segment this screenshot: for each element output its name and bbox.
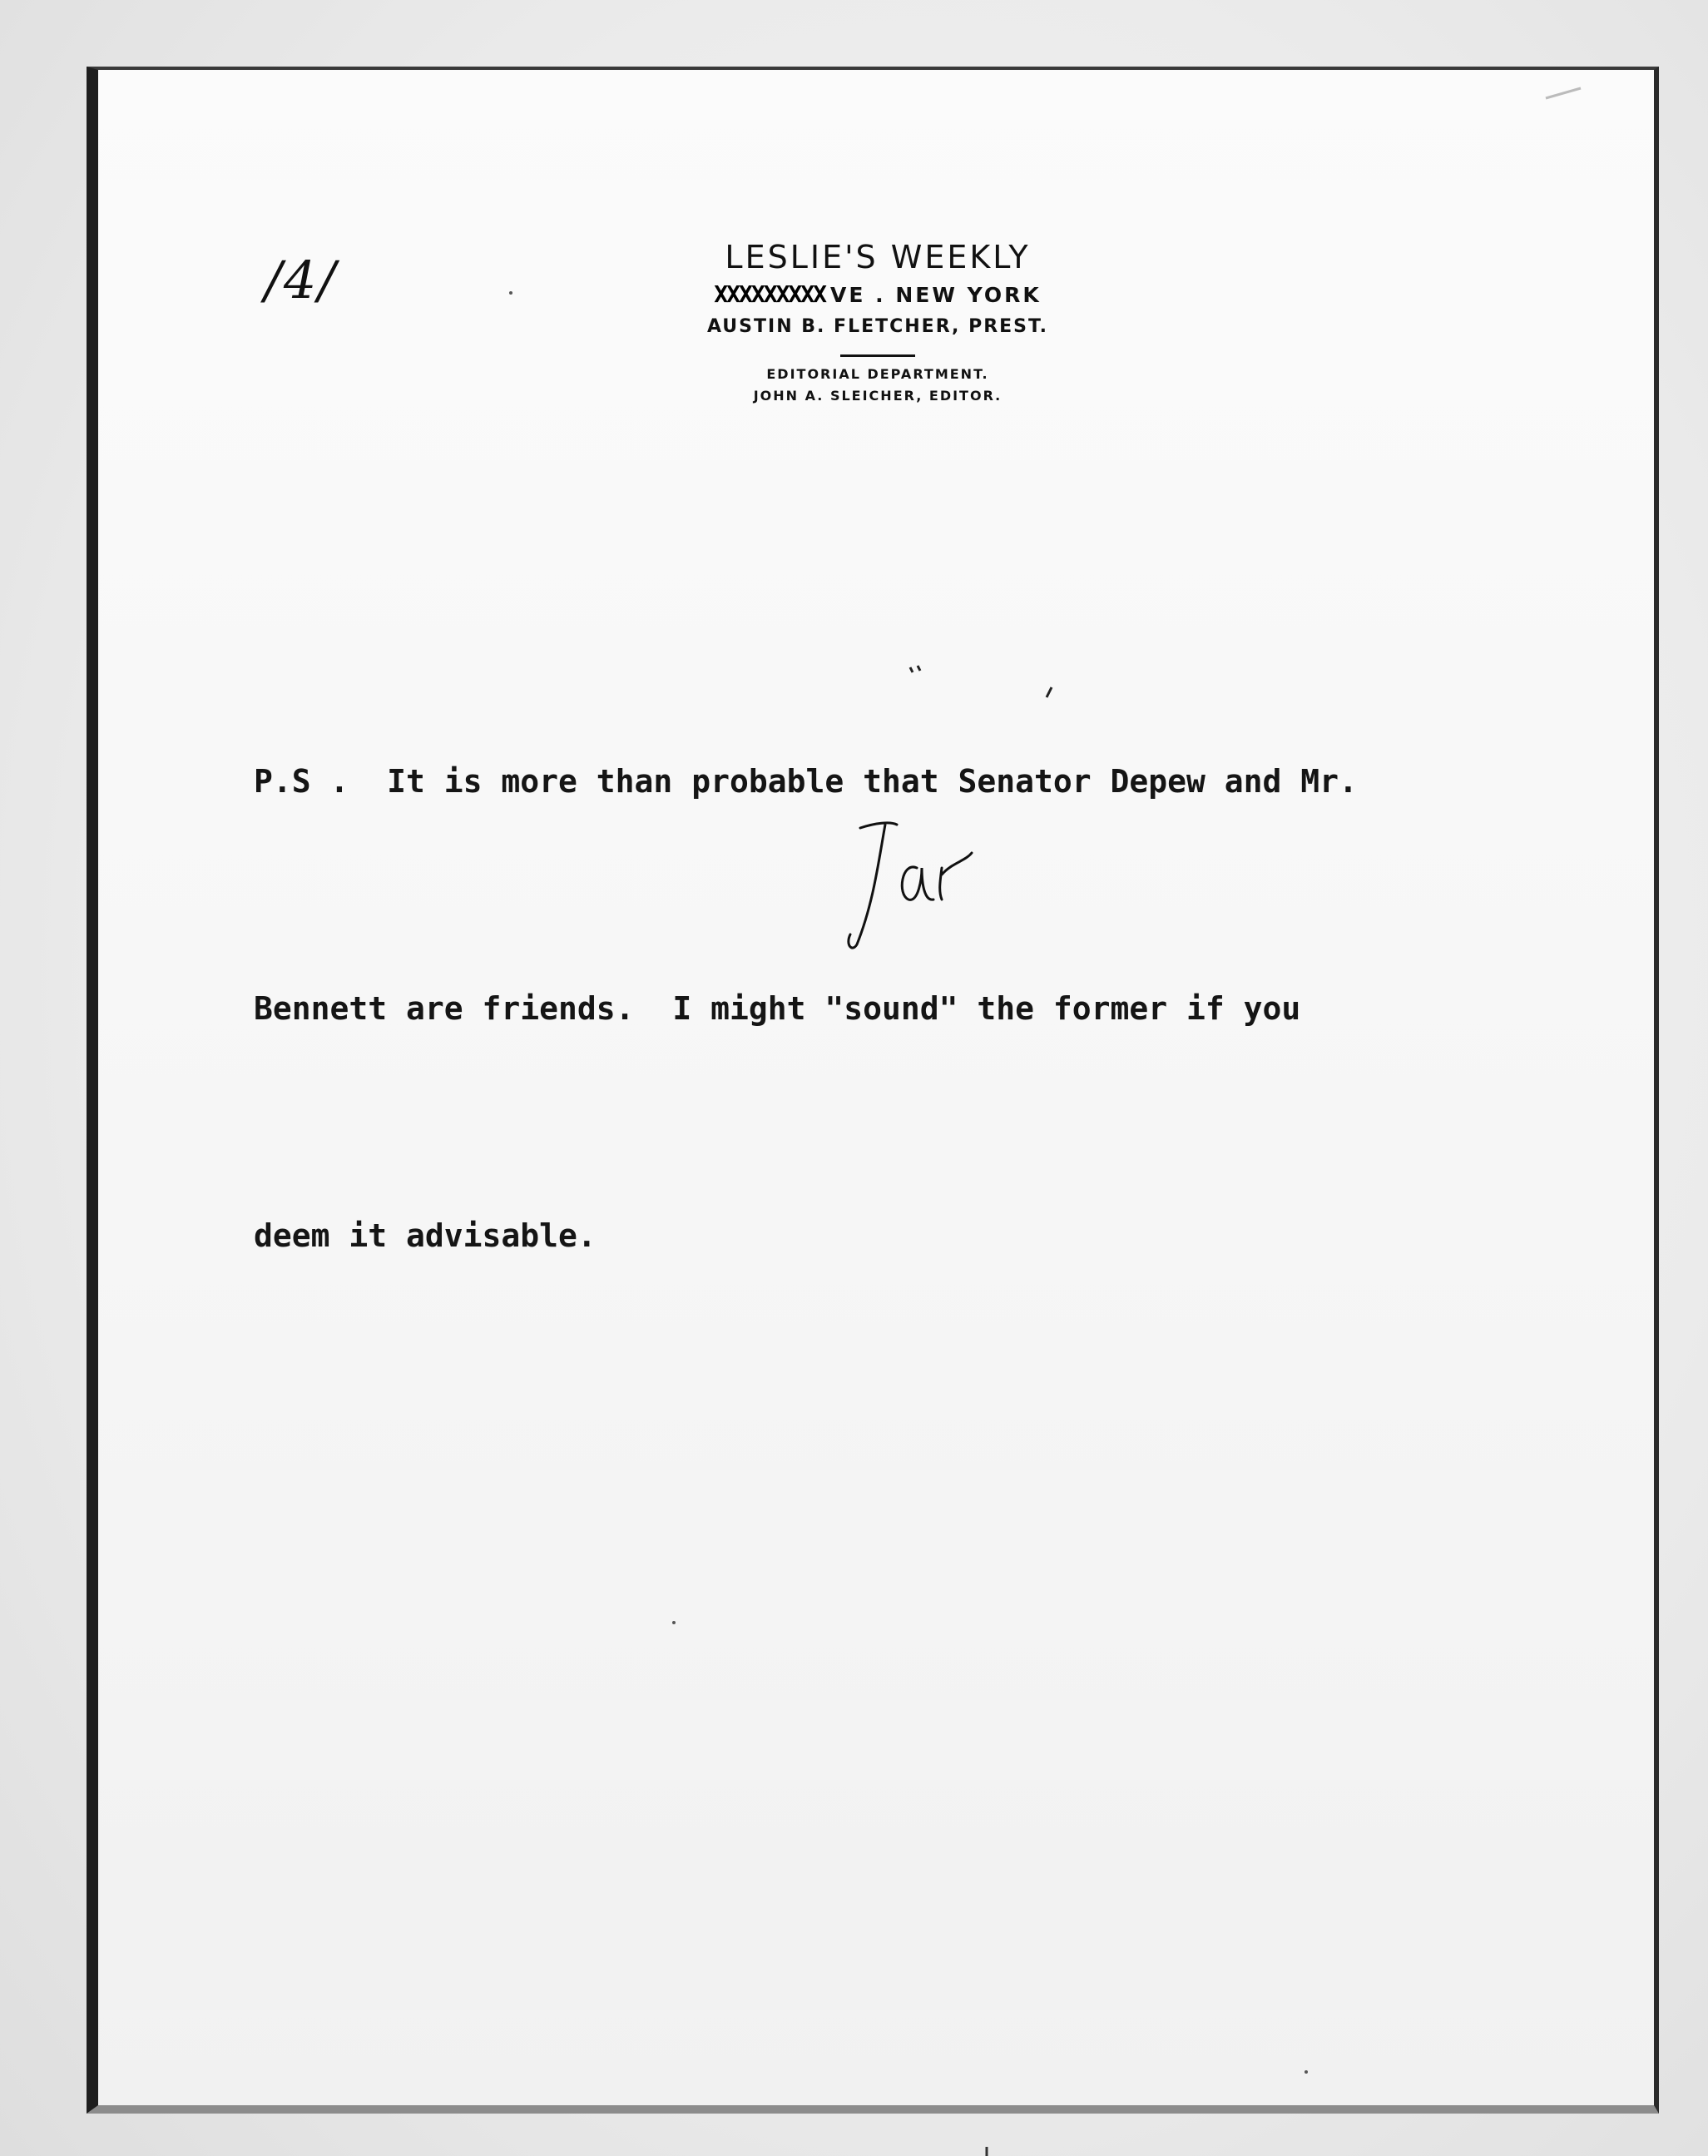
- letterhead-address-strikeout: XXXXXXXXX: [714, 280, 825, 308]
- letterhead-address-text: VE . NEW YORK: [830, 283, 1042, 307]
- body-line: P.S . It is more than probable that Senator Depew and Mr.: [254, 763, 1358, 800]
- letterhead-editor: JOHN A. SLEICHER, EDITOR.: [753, 388, 1003, 404]
- page-folio: /4/: [265, 250, 338, 310]
- body-line: Bennett are friends. I might "sound" the former if you: [254, 990, 1301, 1027]
- handwritten-signature: [842, 820, 983, 953]
- letterhead-title: LESLIE'S WEEKLY: [725, 239, 1031, 275]
- letterhead-president: AUSTIN B. FLETCHER, PREST.: [706, 316, 1049, 337]
- letterhead: [632, 237, 1123, 407]
- letterhead-address: [632, 279, 1123, 311]
- letter-body: [254, 592, 1585, 1425]
- body-line: deem it advisable.: [254, 1217, 597, 1254]
- letterhead-divider: [840, 354, 915, 357]
- letterhead-department: EDITORIAL DEPARTMENT.: [766, 366, 989, 382]
